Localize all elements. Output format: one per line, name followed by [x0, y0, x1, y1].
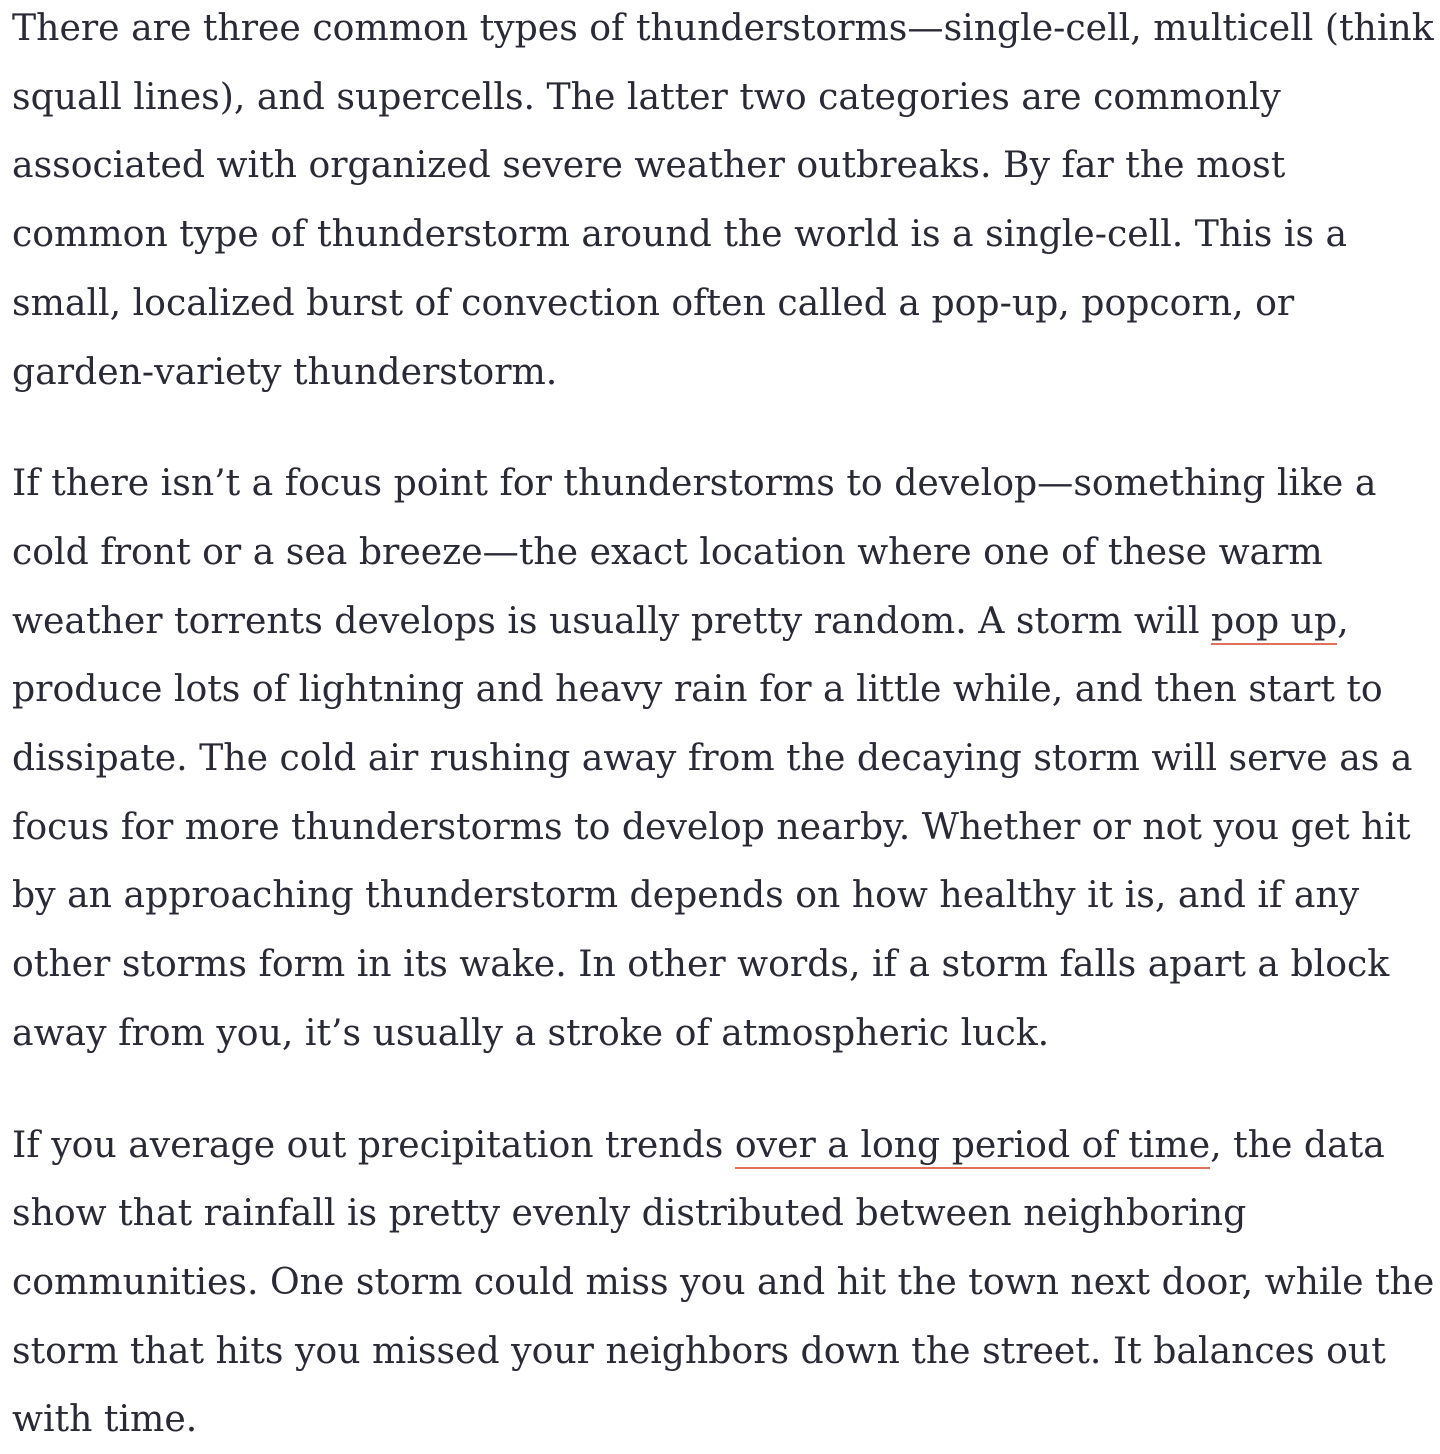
- paragraph-text: , the data show that rainfall is pretty evenly distributed between neighboring communities. One storm could miss you and hit the town next door, while the storm that hits you missed your neighbors down the street. It balances out with time.: [12, 1122, 1435, 1441]
- paragraph-thunderstorm-types: There are three common types of thunderstorms—single-cell, multicell (think squall lines), and supercells. The latter two categories are commonly associated with organized severe weather outbreaks. By far the most common type of thunderstorm around the world is a single-cell. This is a small, localized burst of convection often called a pop-up, popcorn, or garden-variety thunderstorm.: [12, 6, 1434, 393]
- paragraph-text: If there isn’t a focus point for thunderstorms to develop—something like a cold front or a sea breeze—the exact location where one of these warm weather torrents develops is usually pretty random. A storm will: [12, 461, 1377, 642]
- paragraph-text: , produce lots of lightning and heavy rain for a little while, and then start to dissipate. The cold air rushing away from the decaying storm will serve as a focus for more thunderstorms to develop nearby. Whether or not you get hit by an approaching thunderstorm depends on how healthy it is, and if any other storms form in its wake. In other words, if a storm falls apart a block away from you, it’s usually a stroke of atmospheric luck.: [12, 598, 1413, 1054]
- long-period-link[interactable]: over a long period of time: [735, 1123, 1210, 1169]
- paragraph-focus-point: [12, 449, 1436, 1067]
- paragraph-text: If you average out precipitation trends: [12, 1122, 735, 1166]
- pop-up-link[interactable]: pop up: [1211, 599, 1337, 645]
- paragraph-precipitation-trends: [12, 1111, 1436, 1454]
